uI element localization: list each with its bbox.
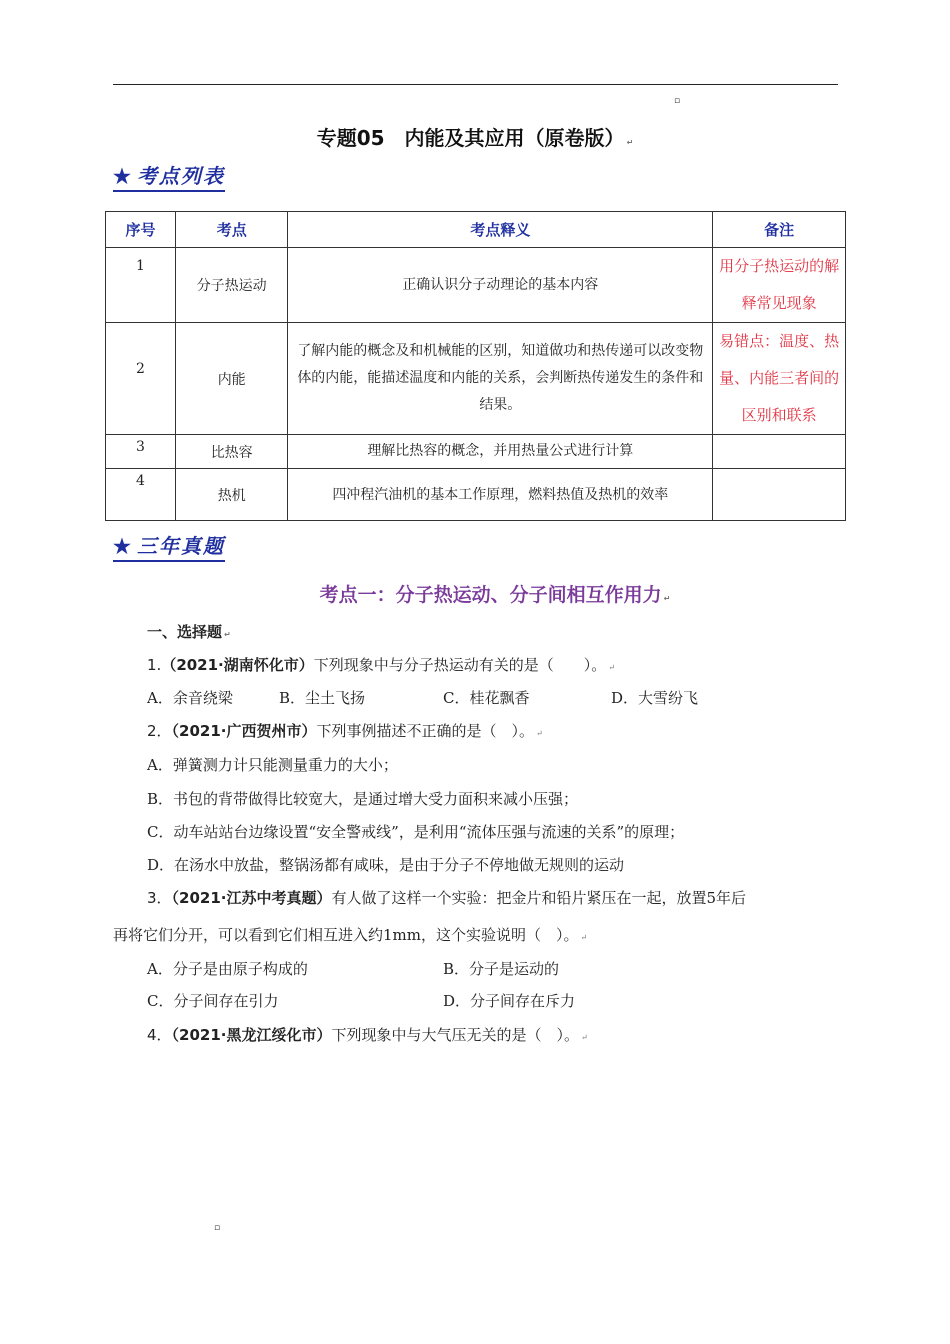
- option: A．弹簧测力计只能测量重力的大小；: [147, 756, 398, 774]
- question-stem: 下列事例描述不正确的是（ ）。: [316, 722, 535, 740]
- question-heading: 一、选择题 ↵: [147, 623, 231, 641]
- row-topic: 内能: [175, 323, 288, 435]
- question-3: 3．（2021·江苏中考真题）有人做了这样一个实验：把金片和铅片紧压在一起，放置5年后: [147, 889, 747, 907]
- question-4: 4．（2021·黑龙江绥化市）下列现象中与大气压无关的是（ ）。 ↵: [147, 1026, 588, 1044]
- table-header-cell: 序号: [106, 212, 176, 248]
- row-note: 易错点：温度、热量、内能三者间的区别和联系: [713, 323, 846, 435]
- table-row: [106, 323, 846, 435]
- row-note: [713, 435, 846, 469]
- footer-dot: ▫: [214, 1223, 221, 1233]
- question-stem: 有人做了这样一个实验：把金片和铅片紧压在一起，放置5年后: [331, 889, 747, 907]
- question-3-continuation: 再将它们分开，可以看到它们相互进入约1mm，这个实验说明（ ）。 ↵: [113, 926, 588, 944]
- row-topic: 热机: [175, 469, 288, 521]
- row-desc: 四冲程汽油机的基本工作原理，燃料热值及热机的效率: [288, 469, 713, 521]
- row-number: 2: [106, 323, 176, 435]
- row-desc: 了解内能的概念及和机械能的区别，知道做功和热传递可以改变物体的内能，能描述温度和内能的关系，会判断热传递发生的条件和结果。: [288, 323, 713, 435]
- row-desc: 理解比热容的概念，并用热量公式进行计算: [288, 435, 713, 469]
- option: D．分子间存在斥力: [443, 992, 576, 1010]
- section-heading-list: ★ 考点列表: [113, 160, 225, 192]
- section-heading-exams: ★ 三年真题: [113, 530, 225, 562]
- star-icon: ★: [113, 534, 133, 558]
- row-topic: 分子热运动: [175, 248, 288, 323]
- subtopic-title: 考点一：分子热运动、分子间相互作用力 ↵: [319, 584, 671, 606]
- row-number: 3: [106, 435, 176, 469]
- option: D．在汤水中放盐，整锅汤都有咸味，是由于分子不停地做无规则的运动: [147, 856, 625, 874]
- table-header-row: [106, 212, 846, 248]
- page-title: 专题05 内能及其应用（原卷版） ↵: [316, 126, 634, 150]
- topic-table: [105, 211, 846, 521]
- table-row: [106, 248, 846, 323]
- question-source: （2021·湖南怀化市）: [161, 656, 314, 674]
- option: C．动车站站台边缘设置“安全警戒线”，是利用“流体压强与流速的关系”的原理；: [147, 823, 685, 841]
- table-header-cell: 备注: [713, 212, 846, 248]
- question-source: （2021·广西贺州市）: [171, 722, 317, 740]
- question-stem: 下列现象中与大气压无关的是（ ）。: [331, 1026, 580, 1044]
- table-header-cell: 考点释义: [288, 212, 713, 248]
- table-row: [106, 469, 846, 521]
- question-stem: 下列现象中与分子热运动有关的是（ ）。: [313, 656, 607, 674]
- option: A．分子是由原子构成的: [147, 960, 308, 978]
- question-1: 1.（2021·湖南怀化市）下列现象中与分子热运动有关的是（ ）。 ↵: [147, 656, 615, 674]
- row-note: 用分子热运动的解释常见现象: [713, 248, 846, 323]
- header-dot: ▫: [674, 96, 681, 106]
- question-source: （2021·黑龙江绥化市）: [171, 1026, 332, 1044]
- option: B．书包的背带做得比较宽大，是通过增大受力面积来减小压强；: [147, 790, 579, 808]
- table-header-cell: 考点: [175, 212, 288, 248]
- row-number: 1: [106, 248, 176, 323]
- row-note: [713, 469, 846, 521]
- star-icon: ★: [113, 164, 133, 188]
- option: C．分子间存在引力: [147, 992, 279, 1010]
- row-desc: 正确认识分子动理论的基本内容: [288, 248, 713, 323]
- option: B．分子是运动的: [443, 960, 560, 978]
- question-2: 2．（2021·广西贺州市）下列事例描述不正确的是（ ）。 ↵: [147, 722, 543, 740]
- header-rule: [113, 84, 838, 85]
- option: D．大雪纷飞: [611, 689, 699, 707]
- option: A．余音绕梁: [147, 689, 233, 707]
- option: B．尘土飞扬: [279, 689, 366, 707]
- row-topic: 比热容: [175, 435, 288, 469]
- question-source: （2021·江苏中考真题）: [171, 889, 332, 907]
- option: C．桂花飘香: [443, 689, 530, 707]
- row-number: 4: [106, 469, 176, 521]
- table-row: [106, 435, 846, 469]
